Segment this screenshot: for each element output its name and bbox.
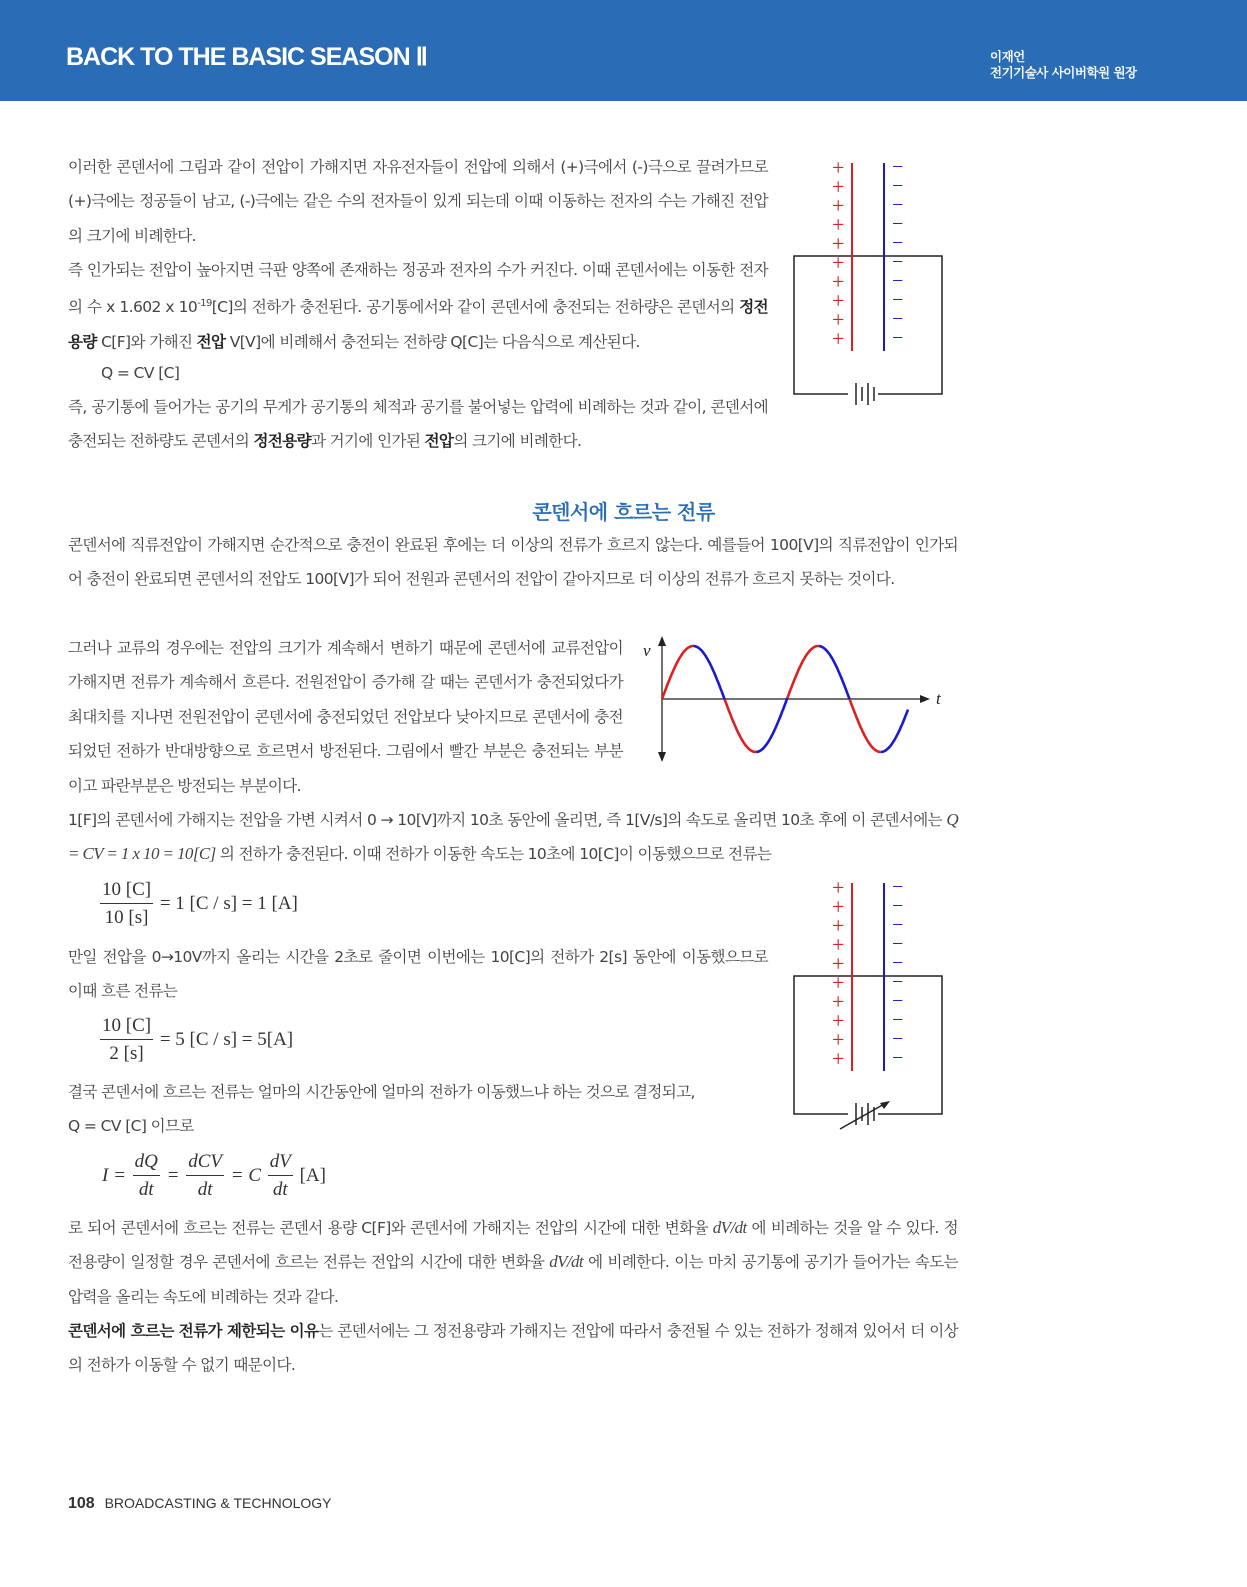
header-bar	[0, 0, 1247, 101]
charging-segment	[662, 646, 693, 699]
charging-segment	[788, 646, 819, 698]
plus-sign: +	[832, 875, 845, 900]
author-name: 이재언	[990, 49, 1025, 64]
minus-sign: −	[892, 327, 904, 349]
minus-sign: −	[892, 194, 904, 216]
plus-sign: +	[832, 155, 845, 180]
plus-sign: +	[832, 951, 845, 976]
section-title: 콘덴서에 흐르는 전류	[532, 500, 715, 524]
plus-sign: +	[832, 231, 845, 256]
plus-sign: +	[832, 269, 845, 294]
minus-sign: −	[892, 952, 904, 974]
minus-sign: −	[892, 175, 904, 197]
plus-sign: +	[832, 913, 845, 938]
plus-sign: +	[832, 970, 845, 995]
negative-charges	[892, 876, 903, 1069]
series-title: BACK TO THE BASIC SEASON Ⅱ	[66, 43, 427, 71]
author-title: 전기기술사 사이버학원 원장	[990, 65, 1137, 80]
section-paragraph-8: 콘덴서에 흐르는 전류가 제한되는 이유는 콘덴서에는 그 정전용량과 가해지는 전압에 따라서 충전될 수 있는 전하가 정해져 있어서 더 이상의 전하가 이동할 수 없기 때문이다.	[68, 1322, 958, 1375]
charging-segment	[850, 699, 881, 752]
minus-sign: −	[892, 914, 904, 936]
minus-sign: −	[892, 971, 904, 993]
plus-sign: +	[832, 250, 845, 275]
minus-sign: −	[892, 251, 904, 273]
plus-sign: +	[832, 1027, 845, 1052]
plus-sign: +	[832, 174, 845, 199]
positive-charges	[832, 155, 844, 351]
page-number: 108	[68, 1495, 95, 1512]
section-paragraph-1: 콘덴서에 직류전압이 가해지면 순간적으로 충전이 완료된 후에는 더 이상의 전류가 흐르지 않는다. 예를들어 100[V]의 직류전압이 인가되어 충전이 완료되면 콘덴서의 전압도 100[V]가 되어 전원과 콘덴서의 전압이 같아지므로 더 이상의 전류가 흐르지 못하는 것이다.	[68, 536, 958, 589]
magazine-name: BROADCASTING & TECHNOLOGY	[104, 1495, 332, 1511]
capacitor-dc-figure	[790, 155, 950, 415]
discharging-segment	[881, 710, 908, 752]
plus-sign: +	[832, 307, 845, 332]
section-paragraph-3: 1[F]의 콘덴서에 가해지는 전압을 가변 시켜서 0 → 10[V]까지 10초 동안에 올리면, 즉 1[V/s]의 속도로 올리면 10초 후에 이 콘덴서에는 Q = CV = 1 x 10 = 10[C] 의 전하가 충전된다. 이때 전하가 이동한 속도는 10초에 10[C]이 이동했으므로 전류는	[68, 810, 958, 864]
minus-sign: −	[892, 933, 904, 955]
plus-sign: +	[832, 1008, 845, 1033]
minus-sign: −	[892, 1009, 904, 1031]
page-footer	[68, 1495, 332, 1513]
plus-sign: +	[832, 989, 845, 1014]
plus-sign: +	[832, 932, 845, 957]
current-formula-1: $\frac{10 [C]}{10 [s]}$ = 1 [C / s] = 1 [A]	[100, 876, 300, 931]
negative-charges	[892, 156, 903, 349]
section-paragraph-4: 만일 전압을 0→10V까지 올리는 시간을 2초로 줄이면 이번에는 10[C]의 전하가 2[s] 동안에 이동했으므로 이때 흐른 전류는	[68, 948, 768, 1001]
minus-sign: −	[892, 1028, 904, 1050]
plus-sign: +	[832, 193, 845, 218]
minus-sign: −	[892, 308, 904, 330]
plus-sign: +	[832, 894, 845, 919]
current-formula-3: I = $\frac{dQ}{dt}$ = $\frac{\text{dCV}}{dt}$ = C $\frac{dV}{dt}$ [A]	[100, 1148, 328, 1203]
intro-paragraph-1: 이러한 콘덴서에 그림과 같이 전압이 가해지면 자유전자들이 전압에 의해서 (+)극에서 (-)극으로 끌려가므로 (+)극에는 정공들이 남고, (-)극에는 같은 수의 전자들이 있게 되는데 이때 이동하는 전자의 수는 가해진 전압의 크기에 비례한다.	[68, 158, 768, 245]
discharging-segment	[819, 646, 850, 699]
minus-sign: −	[892, 876, 904, 898]
intro-paragraph-3: 즉, 공기통에 들어가는 공기의 무게가 공기통의 체적과 공기를 불어넣는 압력에 비례하는 것과 같이, 콘덴서에 충전되는 전하량도 콘덴서의 정전용량과 거기에 인가된 전압의 크기에 비례한다.	[68, 398, 768, 451]
intro-paragraph-2: 즉 인가되는 전압이 높아지면 극판 양쪽에 존재하는 정공과 전자의 수가 커진다. 이때 콘덴서에는 이동한 전자의 수 x 1.602 x $10^{-19}[C]$의 전하가 충전된다. 공기통에서와 같이 콘덴서에 충전되는 전하량은 콘덴서의 정전용량 C[F]와 가해진 전압 V[V]에 비례해서 충전되는 전하량 Q[C]는 다음식으로 계산된다.	[68, 261, 768, 351]
section-paragraph-7: 로 되어 콘덴서에 흐르는 전류는 콘덴서 용량 C[F]와 콘덴서에 가해지는 전압의 시간에 대한 변화율 dV/dt 에 비례하는 것을 알 수 있다. 정전용량이 일정할 경우 콘덴서에 흐르는 전류는 전압의 시간에 대한 변화율 dV/dt 에 비례한다. 이는 마치 공기통에 공기가 들어가는 속도는 압력을 올리는 속도에 비례하는 것과 같다.	[68, 1218, 958, 1306]
charging-segment	[725, 700, 756, 752]
positive-charges	[832, 875, 844, 1071]
plus-sign: +	[832, 326, 845, 351]
plus-sign: +	[832, 212, 845, 237]
section-paragraph-5: 결국 콘덴서에 흐르는 전류는 얼마의 시간동안에 얼마의 전하가 이동했느냐 하는 것으로 결정되고,	[68, 1083, 695, 1101]
minus-sign: −	[892, 895, 904, 917]
wave-y-label: v	[643, 641, 651, 660]
minus-sign: −	[892, 232, 904, 254]
plus-sign: +	[832, 288, 845, 313]
minus-sign: −	[892, 990, 904, 1012]
section-paragraph-6: Q = CV [C] 이므로	[68, 1117, 194, 1135]
author-info	[990, 49, 1137, 81]
minus-sign: −	[892, 213, 904, 235]
charge-formula: Q = CV [C]	[101, 364, 180, 382]
minus-sign: −	[892, 1047, 904, 1069]
minus-sign: −	[892, 289, 904, 311]
section-paragraph-2: 그러나 교류의 경우에는 전압의 크기가 계속해서 변하기 때문에 콘덴서에 교류전압이 가해지면 전류가 계속해서 흐른다. 전원전압이 증가해 갈 때는 콘덴서가 충전되었다가 최대치를 지나면 전원전압이 콘덴서에 충전되었던 전압보다 낮아지므로 콘덴서에 충전되었던 전하가 반대방향으로 흐르면서 방전된다. 그림에서 빨간 부분은 충전되는 부분이고 파란부분은 방전되는 부분이다.	[68, 639, 623, 795]
discharging-segment	[756, 698, 787, 752]
discharging-segment	[693, 646, 724, 700]
minus-sign: −	[892, 270, 904, 292]
ac-voltage-waveform	[640, 630, 960, 765]
plus-sign: +	[832, 1046, 845, 1071]
minus-sign: −	[892, 156, 904, 178]
current-formula-2: $\frac{10 [C]}{2 [s]}$ = 5 [C / s] = 5[A]	[100, 1012, 295, 1067]
capacitor-variable-figure	[790, 875, 950, 1135]
wave-x-label: t	[936, 689, 941, 708]
